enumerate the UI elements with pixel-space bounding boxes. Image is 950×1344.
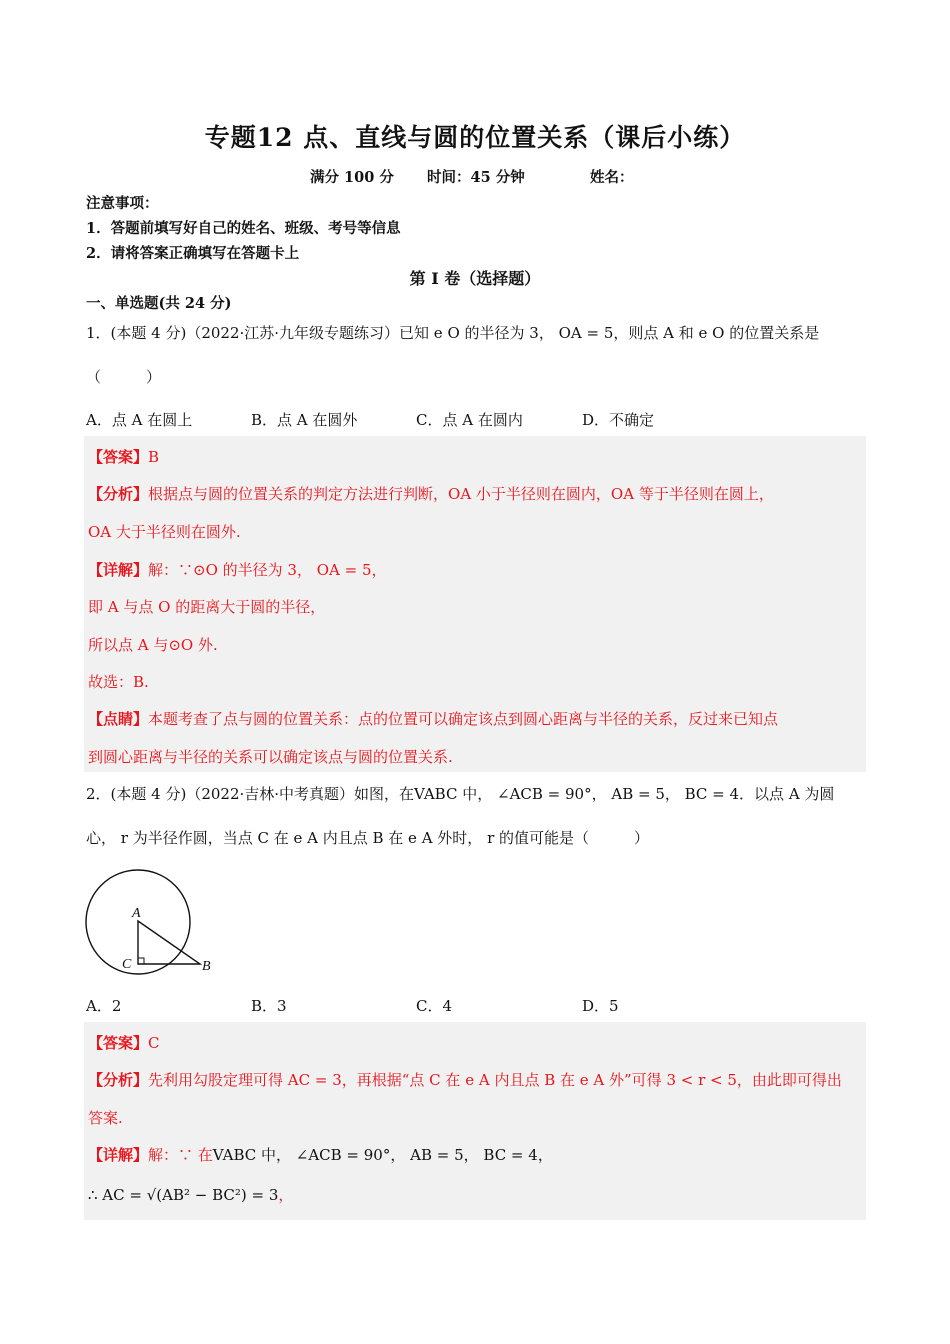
label-b: B — [202, 959, 211, 974]
q2-detail-text2: ∴ AC = √(AB² − BC²) = 3 — [88, 1186, 279, 1204]
q2-solution-box — [84, 1022, 866, 1220]
q1-stem-line1: 1．(本题 4 分)（2022·江苏·九年级专题练习）已知 e O 的半径为 3， OA = 5，则点 A 和 e O 的位置关系是 — [86, 324, 820, 342]
q1-solution-box — [84, 436, 866, 772]
q1-analysis-line2: OA 大于半径则在圆外. — [88, 523, 241, 541]
q1-comment-line1 — [88, 708, 778, 729]
q1-comment-tag: 【点睛】 — [88, 710, 149, 728]
triangle-abc — [138, 921, 200, 964]
q2-stem-line2: 心， r 为半径作圆，当点 C 在 e A 内且点 B 在 e A 外时， r 的值可能是（ ） — [86, 829, 650, 847]
q1-detail-line3: 所以点 A 与⊙O 外. — [88, 636, 218, 654]
volume-title: 第 I 卷（选择题） — [409, 269, 541, 288]
q2-analysis-text1: 先利用勾股定理可得 AC = 3，再根据“点 C 在 e A 内且点 B 在 e A 外”可得 3 < r < 5，由此即可得出 — [148, 1071, 842, 1089]
full-score: 满分 100 分 — [310, 169, 394, 186]
notes-heading: 注意事项： — [86, 195, 159, 212]
q2-answer-tag: 【答案】 — [88, 1034, 149, 1052]
q1-analysis-text1: 根据点与圆的位置关系的判定方法进行判断，OA 小于半径则在圆内，OA 等于半径则在圆上， — [148, 485, 774, 503]
label-c: C — [122, 957, 132, 972]
q1-comment-line2: 到圆心距离与半径的关系可以确定该点与圆的位置关系. — [88, 748, 453, 766]
label-a: A — [132, 906, 141, 921]
q1-answer-line — [88, 446, 159, 467]
q1-option-c: C．点 A 在圆内 — [416, 411, 523, 429]
q1-analysis-tag: 【分析】 — [88, 485, 149, 503]
q1-detail-text1: 解：∵⊙O 的半径为 3， OA = 5， — [148, 561, 387, 579]
q1-stem-line2: （ ） — [86, 368, 162, 386]
q1-answer-tag: 【答案】 — [88, 448, 149, 466]
section-title: 一、单选题(共 24 分) — [86, 295, 232, 312]
q1-option-d: D．不确定 — [582, 411, 655, 429]
q2-answer: C — [148, 1034, 160, 1052]
q2-detail-text1-red: 解：∵ 在 — [148, 1146, 213, 1164]
q2-analysis-line2: 答案. — [88, 1109, 123, 1127]
q2-detail-line1 — [88, 1144, 553, 1165]
name-label: 姓名： — [590, 169, 634, 186]
q2-detail-text2-red: ， — [278, 1186, 294, 1204]
q2-analysis-tag: 【分析】 — [88, 1071, 149, 1089]
time-limit: 时间：45 分钟 — [427, 169, 525, 186]
q2-option-a: A．2 — [86, 997, 122, 1015]
q1-detail-tag: 【详解】 — [88, 561, 149, 579]
q1-analysis-line1 — [88, 483, 774, 504]
q1-comment-text1: 本题考查了点与圆的位置关系：点的位置可以确定该点到圆心距离与半径的关系，反过来已知点 — [148, 710, 779, 728]
q2-stem-line1: 2．(本题 4 分)（2022·吉林·中考真题）如图，在VABC 中， ∠ACB = 90°， AB = 5， BC = 4．以点 A 为圆 — [86, 785, 835, 803]
q1-detail-line1 — [88, 559, 387, 580]
q2-analysis-line1 — [88, 1069, 842, 1090]
q2-figure — [84, 868, 224, 984]
q1-detail-line4: 故选：B. — [88, 673, 149, 691]
q2-detail-text1: VABC 中， ∠ACB = 90°， AB = 5， BC = 4， — [212, 1146, 553, 1164]
notes-item-1: 1．答题前填写好自己的姓名、班级、考号等信息 — [86, 220, 401, 237]
right-angle-mark — [138, 958, 144, 964]
q1-option-b: B．点 A 在圆外 — [251, 411, 358, 429]
q2-option-d: D．5 — [582, 997, 619, 1015]
q1-detail-line2: 即 A 与点 O 的距离大于圆的半径， — [88, 598, 326, 616]
circle-triangle-diagram — [84, 868, 224, 980]
q1-option-a: A．点 A 在圆上 — [86, 411, 193, 429]
q2-option-b: B．3 — [251, 997, 287, 1015]
q2-answer-line — [88, 1032, 160, 1053]
q2-detail-line2 — [88, 1184, 293, 1205]
q2-option-c: C．4 — [416, 997, 453, 1015]
q2-detail-tag: 【详解】 — [88, 1146, 149, 1164]
page-title: 专题12 点、直线与圆的位置关系（课后小练） — [204, 123, 746, 152]
q1-answer: B — [148, 448, 160, 466]
notes-item-2: 2．请将答案正确填写在答题卡上 — [86, 245, 300, 262]
